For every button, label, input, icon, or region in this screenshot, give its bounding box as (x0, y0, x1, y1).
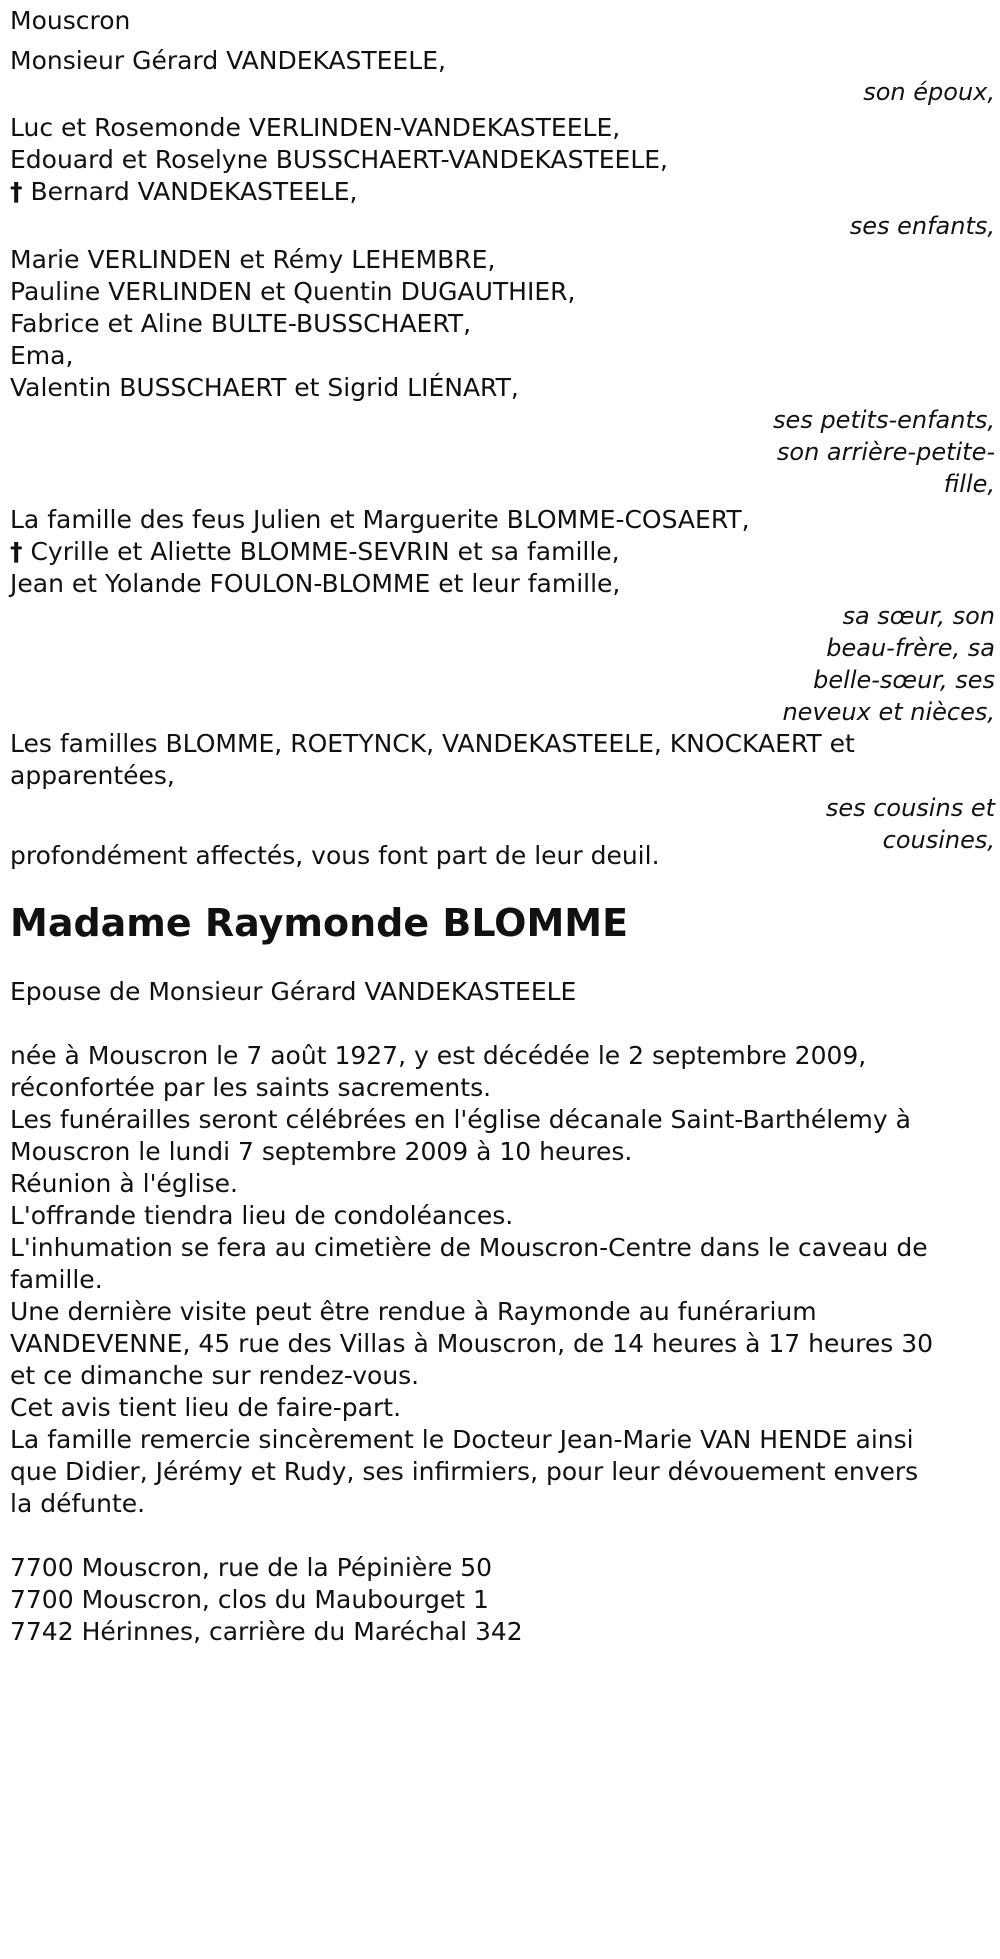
body-line: née à Mouscron le 7 août 1927, y est décédée le 2 septembre 2009, (10, 1041, 867, 1070)
children-group (10, 112, 995, 244)
body-line: Les funérailles seront célébrées en l'église décanale Saint-Barthélemy à (10, 1105, 911, 1134)
address-line: 7742 Hérinnes, carrière du Maréchal 342 (10, 1617, 523, 1646)
spouse-name: Monsieur Gérard VANDEKASTEELE, (10, 46, 446, 75)
siblings-role-line: sa sœur, son (842, 602, 995, 630)
body-line: La famille remercie sincèrement le Docteur Jean-Marie VAN HENDE ainsi (10, 1425, 914, 1454)
addresses (10, 1552, 995, 1648)
grandchild-line: Fabrice et Aline BULTE-BUSSCHAERT, (10, 309, 472, 338)
address-line: 7700 Mouscron, rue de la Pépinière 50 (10, 1553, 493, 1582)
body-line: réconfortée par les saints sacrements. (10, 1073, 492, 1102)
sibling-deceased-line (10, 536, 995, 568)
body-line: Mouscron le lundi 7 septembre 2009 à 10 heures. (10, 1137, 633, 1166)
cross-symbol: † (10, 537, 23, 566)
cross-symbol: † (10, 177, 23, 206)
sibling-deceased-name: Cyrille et Aliette BLOMME-SEVRIN et sa famille, (30, 537, 620, 566)
body-line: Cet avis tient lieu de faire-part. (10, 1393, 402, 1422)
address-line: 7700 Mouscron, clos du Maubourget 1 (10, 1585, 489, 1614)
grandchildren-role-line: fille, (943, 470, 995, 498)
child-deceased-line (10, 176, 995, 208)
body-line: famille. (10, 1265, 103, 1294)
siblings-group (10, 504, 995, 728)
body-line: VANDEVENNE, 45 rue des Villas à Mouscron, de 14 heures à 17 heures 30 (10, 1329, 934, 1358)
child-line: Edouard et Roselyne BUSSCHAERT-VANDEKASTEELE, (10, 145, 669, 174)
cousin-line: Les familles BLOMME, ROETYNCK, VANDEKASTEELE, KNOCKAERT et (10, 729, 855, 758)
grandchildren-group (10, 244, 995, 504)
subtitle: Epouse de Monsieur Gérard VANDEKASTEELE (10, 977, 577, 1006)
sibling-line: La famille des feus Julien et Marguerite BLOMME-COSAERT, (10, 505, 750, 534)
deceased-title: Madame Raymonde BLOMME (10, 901, 629, 945)
sibling-line: Jean et Yolande FOULON-BLOMME et leur famille, (10, 569, 621, 598)
body-line: Une dernière visite peut être rendue à Raymonde au funérarium (10, 1297, 817, 1326)
child-line: Luc et Rosemonde VERLINDEN-VANDEKASTEELE, (10, 113, 621, 142)
body-text (10, 1040, 995, 1520)
siblings-role-line: beau-frère, sa (826, 634, 995, 662)
grandchild-line: Marie VERLINDEN et Rémy LEHEMBRE, (10, 245, 496, 274)
spouse-role: son époux, (863, 78, 995, 106)
body-line: et ce dimanche sur rendez-vous. (10, 1361, 420, 1390)
siblings-role-line: neveux et nièces, (782, 698, 995, 726)
body-line: L'inhumation se fera au cimetière de Mouscron-Centre dans le caveau de (10, 1233, 928, 1262)
grandchild-line: Ema, (10, 341, 74, 370)
body-line: Réunion à l'église. (10, 1169, 238, 1198)
grandchild-line: Valentin BUSSCHAERT et Sigrid LIÉNART, (10, 373, 519, 402)
siblings-role-line: belle-sœur, ses (813, 666, 995, 694)
grandchildren-role-line: son arrière-petite- (776, 438, 995, 466)
body-line: L'offrande tiendra lieu de condoléances. (10, 1201, 514, 1230)
cousins-group (10, 728, 995, 854)
cousins-role-line: ses cousins et (825, 794, 995, 822)
closing-line: profondément affectés, vous font part de leur deuil. (10, 841, 660, 870)
body-line: que Didier, Jérémy et Rudy, ses infirmiers, pour leur dévouement envers (10, 1457, 919, 1486)
grandchildren-role-line: ses petits-enfants, (773, 406, 995, 434)
cousin-line: apparentées, (10, 761, 175, 790)
child-deceased-name: Bernard VANDEKASTEELE, (30, 177, 358, 206)
header-city: Mouscron (10, 6, 131, 35)
body-line: la défunte. (10, 1489, 146, 1518)
children-role: ses enfants, (849, 212, 995, 240)
obituary-column (10, 0, 995, 1648)
cousins-role-line: cousines, (882, 826, 995, 854)
grandchild-line: Pauline VERLINDEN et Quentin DUGAUTHIER, (10, 277, 576, 306)
